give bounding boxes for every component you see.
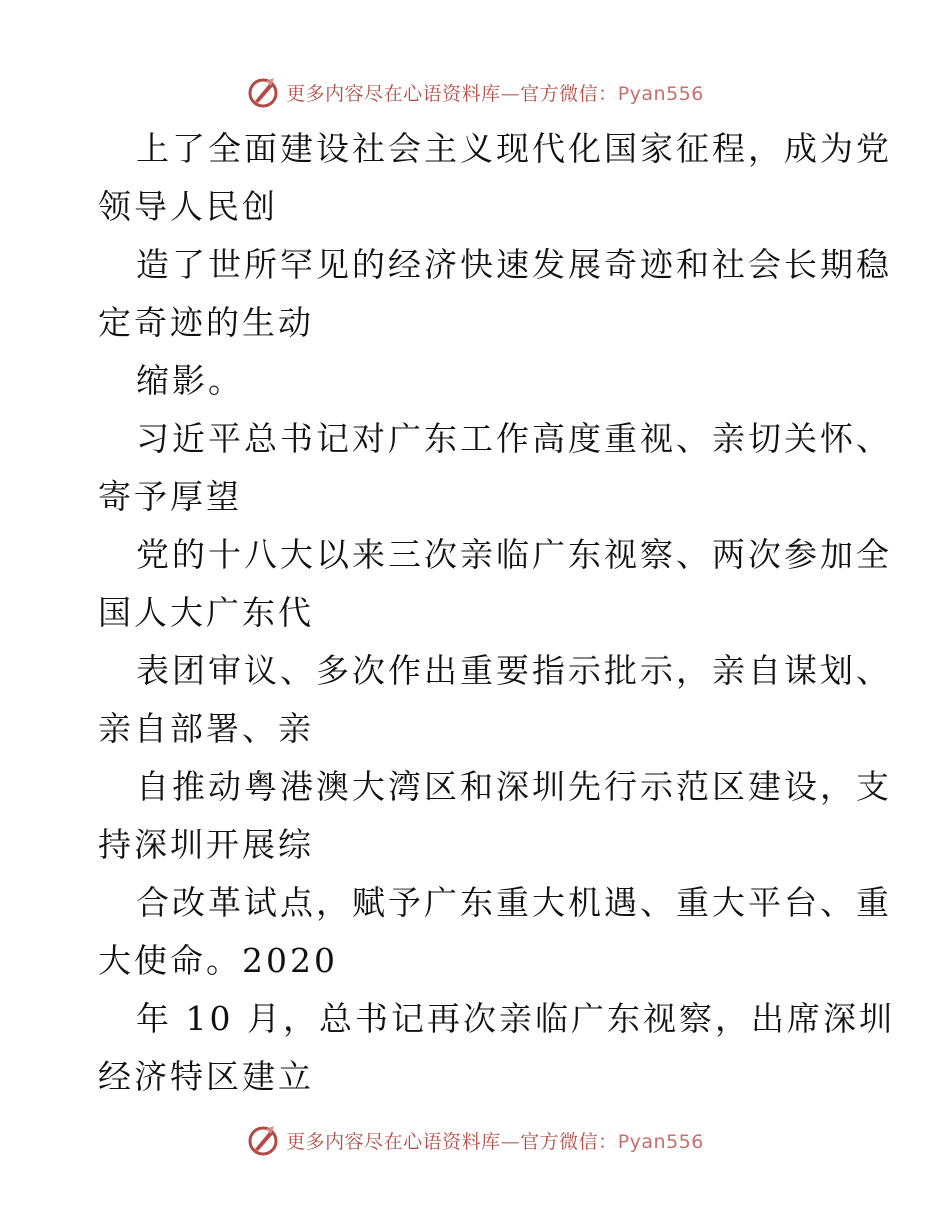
text-line: 领导人民创 <box>98 187 278 226</box>
document-body <box>98 120 895 1106</box>
quill-pen-logo-icon <box>246 75 280 109</box>
text-line: 合改革试点，赋予广东重大机遇、重大平台、重 <box>136 883 892 922</box>
watermark-text: 更多内容尽在心语资料库—官方微信：Pyan556 <box>286 82 704 105</box>
text-line: 大使命。2020 <box>98 941 338 980</box>
text-line: 造了世所罕见的经济快速发展奇迹和社会长期稳 <box>136 245 892 284</box>
text-line: 表团审议、多次作出重要指示批示，亲自谋划、 <box>136 651 892 690</box>
header-watermark <box>0 72 950 112</box>
text-line: 经济特区建立 <box>98 1057 314 1096</box>
text-line: 国人大广东代 <box>98 593 314 632</box>
text-line: 自推动粤港澳大湾区和深圳先行示范区建设，支 <box>136 767 892 806</box>
watermark-text: 更多内容尽在心语资料库—官方微信：Pyan556 <box>286 1130 704 1153</box>
text-line: 定奇迹的生动 <box>98 303 314 342</box>
text-line: 缩影。 <box>136 361 244 400</box>
text-line: 寄予厚望 <box>98 477 242 516</box>
text-line: 党的十八大以来三次亲临广东视察、两次参加全 <box>136 535 892 574</box>
text-line: 亲自部署、亲 <box>98 709 314 748</box>
text-line: 习近平总书记对广东工作高度重视、亲切关怀、 <box>136 419 892 458</box>
text-line: 年 10 月，总书记再次亲临广东视察，出席深圳 <box>136 999 895 1038</box>
text-line: 上了全面建设社会主义现代化国家征程，成为党 <box>136 129 892 168</box>
footer-watermark <box>0 1120 950 1160</box>
text-line: 持深圳开展综 <box>98 825 314 864</box>
quill-pen-logo-icon <box>246 1123 280 1157</box>
